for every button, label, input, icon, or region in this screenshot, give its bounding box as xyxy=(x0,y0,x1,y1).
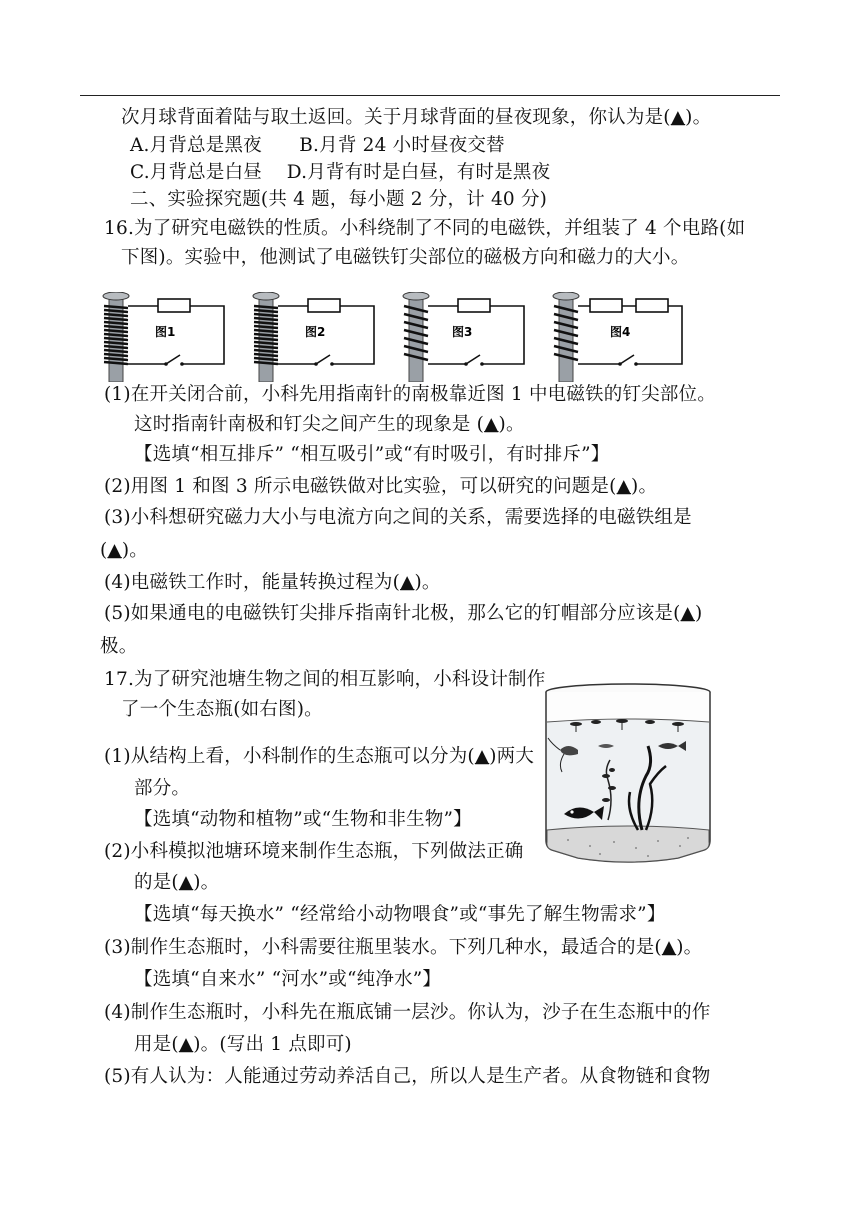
text-line-5 xyxy=(104,216,745,242)
line-text-after-blank: )。 xyxy=(631,476,658,497)
line-text: 极。 xyxy=(100,636,138,657)
line-text: (4)制作生态瓶时，小科先在瓶底铺一层沙。你认为，沙子在生态瓶中的作 xyxy=(104,1002,711,1023)
line-text-before-blank: ( xyxy=(100,540,108,561)
answer-blank-mark: ▲ xyxy=(670,107,686,128)
text-line-15 xyxy=(100,634,137,660)
circuit-2 xyxy=(253,292,374,382)
line-text-before-blank: 次月球背面着陆与取土返回。关于月球背面的昼夜现象，你认为是( xyxy=(121,107,671,128)
text-line-13 xyxy=(104,570,441,596)
circuit-4 xyxy=(553,292,682,382)
line-text-after-blank: )。 xyxy=(414,572,441,593)
line-text: 【选填“每天换水” “经常给小动物喂食”或“事先了解生物需求”】 xyxy=(134,904,666,925)
line-text-before-blank: (1)从结构上看，小科制作的生态瓶可以分为( xyxy=(104,746,475,767)
text-line-12 xyxy=(100,538,148,564)
text-line-28 xyxy=(104,1064,711,1090)
text-line-1 xyxy=(121,105,711,131)
line-text: 【选填“自来水” “河水”或“纯净水”】 xyxy=(134,969,442,990)
line-text: 【选填“动物和植物”或“生物和非生物”】 xyxy=(134,809,472,830)
line-text-after-blank: ) xyxy=(694,603,703,624)
line-text: 16.为了研究电磁铁的性质。小科绕制了不同的电磁铁，并组装了 4 个电路(如 xyxy=(104,218,746,239)
line-text-before-blank: (3)制作生态瓶时，小科需要往瓶里装水。下列几种水，最适合的是( xyxy=(104,937,662,958)
text-line-7 xyxy=(104,382,716,408)
circuit-label-4: 图4 xyxy=(610,325,631,339)
circuit-1 xyxy=(103,292,224,382)
answer-blank-mark: ▲ xyxy=(616,476,632,497)
circuit-3 xyxy=(403,292,524,382)
text-line-26 xyxy=(104,1000,711,1026)
text-line-8 xyxy=(134,412,525,438)
line-text-after-blank: )。 xyxy=(685,107,712,128)
line-text-before-blank: 用是( xyxy=(134,1034,179,1055)
text-line-2 xyxy=(130,133,505,159)
text-line-6 xyxy=(121,245,689,271)
line-text-before-blank: (5)如果通电的电磁铁钉尖排斥指南针北极，那么它的钉帽部分应该是( xyxy=(104,603,681,624)
line-text-after-blank: )。 xyxy=(676,937,703,958)
line-text-before-blank: 这时指南针南极和钉尖之间产生的现象是 ( xyxy=(134,414,485,435)
text-line-22 xyxy=(134,870,219,896)
line-text-before-blank: (2)用图 1 和图 3 所示电磁铁做对比实验，可以研究的问题是( xyxy=(104,476,617,497)
circuit-label-1: 图1 xyxy=(155,325,176,339)
text-line-14 xyxy=(104,601,702,627)
text-line-19 xyxy=(134,776,190,802)
text-line-24 xyxy=(104,935,702,961)
line-text-after-blank: )两大 xyxy=(489,746,535,767)
line-text: (5)有人认为：人能通过劳动养活自己，所以人是生产者。从食物链和食物 xyxy=(104,1066,711,1087)
line-text: 二、实验探究题(共 4 题，每小题 2 分，计 40 分) xyxy=(130,189,548,210)
line-text-after-blank: )。 xyxy=(193,872,220,893)
answer-blank-mark: ▲ xyxy=(107,540,122,561)
line-text: 下图)。实验中，他测试了电磁铁钉尖部位的磁极方向和磁力的大小。 xyxy=(121,247,690,268)
circuit-label-2: 图2 xyxy=(305,325,326,339)
header-rule xyxy=(80,95,780,96)
answer-blank-mark: ▲ xyxy=(178,872,194,893)
line-text: 部分。 xyxy=(134,778,191,799)
text-line-27 xyxy=(134,1032,352,1058)
text-line-3 xyxy=(130,160,550,186)
line-text: 17.为了研究池塘生物之间的相互影响，小科设计制作 xyxy=(104,669,546,690)
line-text: (1)在开关闭合前，小科先用指南针的南极靠近图 1 中电磁铁的钉尖部位。 xyxy=(104,384,716,405)
text-line-20 xyxy=(134,807,472,833)
text-line-11 xyxy=(104,505,692,531)
line-text: C.月背总是白昼 D.月背有时是白昼，有时是黑夜 xyxy=(130,162,551,183)
line-text: 【选填“相互排斥” “相互吸引”或“有时吸引，有时排斥”】 xyxy=(134,444,610,465)
answer-blank-mark: ▲ xyxy=(661,937,677,958)
text-line-17 xyxy=(121,697,323,723)
line-text-before-blank: 的是( xyxy=(134,872,179,893)
answer-blank-mark: ▲ xyxy=(484,414,499,435)
ecological-bottle-figure xyxy=(538,680,718,875)
text-line-9 xyxy=(134,442,609,468)
line-text-after-blank: )。 xyxy=(121,540,148,561)
answer-blank-mark: ▲ xyxy=(680,603,695,624)
line-text-after-blank: )。 xyxy=(498,414,525,435)
line-text: A.月背总是黑夜 B.月背 24 小时昼夜交替 xyxy=(130,135,505,156)
text-line-4 xyxy=(130,187,547,213)
answer-blank-mark: ▲ xyxy=(400,572,415,593)
electromagnet-circuits-figure xyxy=(100,292,740,382)
answer-blank-mark: ▲ xyxy=(178,1034,194,1055)
answer-blank-mark: ▲ xyxy=(474,746,490,767)
line-text: 了一个生态瓶(如右图)。 xyxy=(121,699,323,720)
text-line-18 xyxy=(104,744,534,770)
line-text-after-blank: )。(写出 1 点即可) xyxy=(193,1034,352,1055)
text-line-25 xyxy=(134,967,441,993)
circuit-label-3: 图3 xyxy=(452,325,473,339)
text-line-21 xyxy=(104,839,524,865)
line-text: (3)小科想研究磁力大小与电流方向之间的关系，需要选择的电磁铁组是 xyxy=(104,507,692,528)
text-line-23 xyxy=(134,902,666,928)
text-line-16 xyxy=(104,667,545,693)
text-line-10 xyxy=(104,474,657,500)
line-text-before-blank: (4)电磁铁工作时，能量转换过程为( xyxy=(104,572,401,593)
line-text: (2)小科模拟池塘环境来制作生态瓶，下列做法正确 xyxy=(104,841,524,862)
